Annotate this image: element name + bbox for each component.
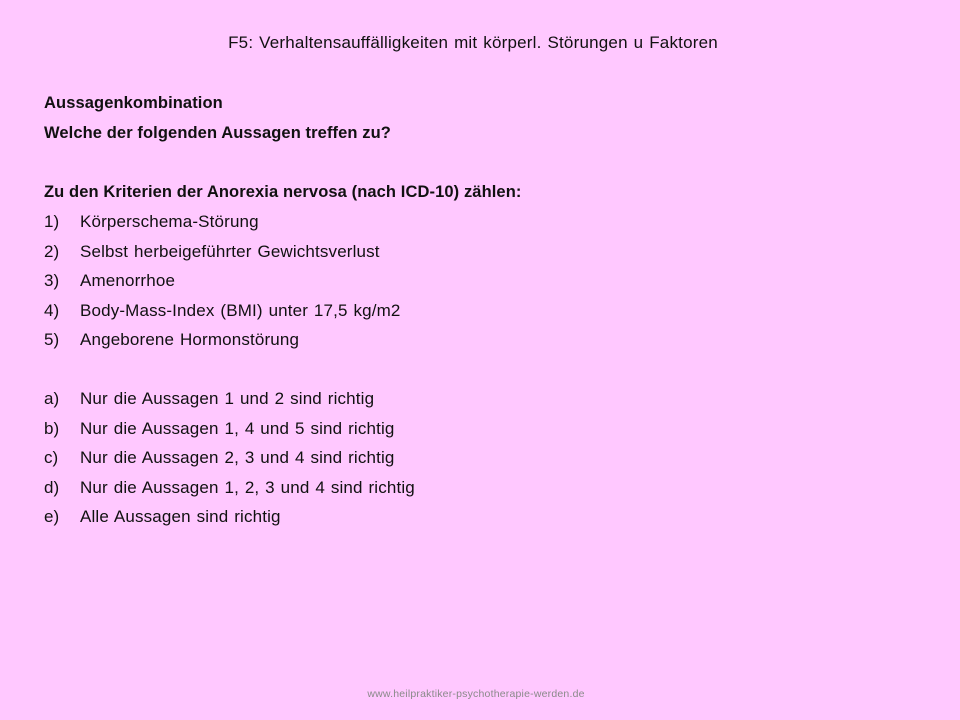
answer-option [44, 473, 904, 503]
answer-option [44, 384, 904, 414]
statement-marker: 2) [44, 241, 60, 261]
statement-text: Angeborene Hormonstörung [80, 330, 300, 349]
answer-text: Nur die Aussagen 1, 2, 3 und 4 sind richtig [80, 477, 415, 497]
answer-marker: e) [44, 507, 60, 526]
slide-title: F5: Verhaltensauffälligkeiten mit körperl. Störungen u Faktoren [228, 33, 718, 52]
answer-marker: a) [44, 389, 60, 408]
spacer [44, 355, 904, 385]
statement-item [44, 237, 904, 267]
statement-marker: 3) [44, 271, 60, 290]
slide-content [44, 89, 904, 532]
statement-item [44, 325, 904, 355]
answer-option [44, 443, 904, 473]
answer-list [44, 384, 904, 532]
statement-item [44, 207, 904, 237]
answer-text: Nur die Aussagen 1, 4 und 5 sind richtig [80, 418, 395, 438]
statement-text: Körperschema-Störung [80, 212, 259, 231]
statement-list [44, 207, 904, 355]
statement-item [44, 296, 904, 326]
answer-option [44, 414, 904, 444]
statement-item [44, 266, 904, 296]
statement-text: Body-Mass-Index (BMI) unter 17,5 kg/m2 [80, 300, 401, 320]
answer-text: Nur die Aussagen 1 und 2 sind richtig [80, 389, 375, 408]
answer-marker: b) [44, 418, 60, 438]
footer-url: www.heilpraktiker-psychotherapie-werden.de [367, 688, 585, 700]
answer-marker: d) [44, 477, 60, 497]
statement-marker: 4) [44, 300, 60, 320]
question-type-label: Aussagenkombination [44, 94, 223, 112]
statement-marker: 1) [44, 212, 60, 231]
question-stem: Zu den Kriterien der Anorexia nervosa (nach ICD-10) zählen: [44, 182, 522, 201]
answer-marker: c) [44, 448, 59, 467]
answer-text: Nur die Aussagen 2, 3 und 4 sind richtig [80, 448, 395, 467]
statement-marker: 5) [44, 330, 60, 349]
question-text: Welche der folgenden Aussagen treffen zu? [44, 123, 391, 142]
statement-text: Selbst herbeigeführter Gewichtsverlust [80, 241, 380, 261]
statement-text: Amenorrhoe [80, 271, 176, 290]
spacer [44, 148, 904, 178]
answer-text: Alle Aussagen sind richtig [80, 507, 281, 526]
answer-option [44, 502, 904, 532]
